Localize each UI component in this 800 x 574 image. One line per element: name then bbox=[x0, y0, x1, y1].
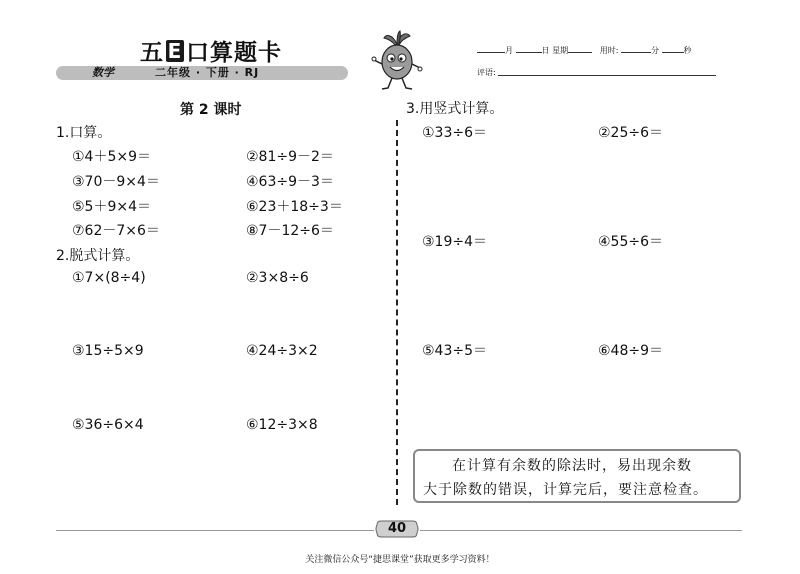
weekday-blank[interactable] bbox=[568, 44, 592, 53]
oral-item-4: ④63÷9－3＝ bbox=[246, 174, 334, 190]
day-label: 日 bbox=[541, 46, 550, 55]
stepwise-item-1: ①7×(8÷4) bbox=[72, 270, 146, 286]
tip-line-2: 大于除数的错误，计算完后，要注意检查。 bbox=[423, 482, 708, 498]
radish-mascot-icon bbox=[370, 30, 424, 92]
lesson-title: 第 2 课时 bbox=[180, 102, 242, 118]
vertical-item-4: ④55÷6＝ bbox=[598, 234, 664, 250]
oral-item-8: ⑧7－12÷6＝ bbox=[246, 223, 334, 239]
stepwise-item-6: ⑥12÷3×8 bbox=[246, 417, 318, 433]
minute-blank[interactable] bbox=[621, 44, 651, 53]
column-divider bbox=[396, 120, 398, 505]
month-blank[interactable] bbox=[477, 44, 505, 53]
month-label: 月 bbox=[505, 46, 513, 55]
footer-rule-right bbox=[420, 530, 742, 531]
oral-item-1: ①4＋5×9＝ bbox=[72, 149, 152, 165]
section1-heading: 1.口算。 bbox=[56, 125, 112, 141]
stepwise-item-5: ⑤36÷6×4 bbox=[72, 417, 144, 433]
brand-prefix: 五 bbox=[140, 40, 164, 66]
second-label: 秒 bbox=[683, 46, 692, 55]
footer-rule-left bbox=[56, 530, 374, 531]
vertical-item-6: ⑥48÷9＝ bbox=[598, 343, 664, 359]
stepwise-item-4: ④24÷3×2 bbox=[246, 343, 318, 359]
oral-item-7: ⑦62－7×6＝ bbox=[72, 223, 160, 239]
page-number: 40 bbox=[387, 521, 407, 536]
comment-blank[interactable] bbox=[498, 75, 716, 76]
tip-line-1: 在计算有余数的除法时，易出现余数 bbox=[452, 458, 692, 474]
subject-label: 数学 bbox=[92, 66, 114, 79]
vertical-item-1: ①33÷6＝ bbox=[422, 125, 488, 141]
oral-item-3: ③70－9×4＝ bbox=[72, 174, 160, 190]
brand-title bbox=[140, 40, 282, 66]
vertical-item-3: ③19÷4＝ bbox=[422, 234, 488, 250]
section3-heading: 3.用竖式计算。 bbox=[406, 101, 504, 117]
date-time-row bbox=[477, 44, 692, 56]
brand-suffix: 口算题卡 bbox=[186, 40, 282, 66]
footer-text: 关注微信公众号“捷思课堂”获取更多学习资料！ bbox=[305, 555, 495, 565]
grade-label: 二年级 · 下册 · RJ bbox=[155, 66, 260, 79]
stepwise-item-3: ③15÷5×9 bbox=[72, 343, 144, 359]
vertical-item-2: ②25÷6＝ bbox=[598, 125, 664, 141]
oral-item-6: ⑥23＋18÷3＝ bbox=[246, 199, 343, 215]
minute-label: 分 bbox=[650, 46, 659, 55]
oral-item-5: ⑤5＋9×4＝ bbox=[72, 199, 152, 215]
time-used-label: 用时: bbox=[599, 46, 619, 55]
weekday-label: 星期 bbox=[552, 46, 569, 55]
oral-item-2: ②81÷9－2＝ bbox=[246, 149, 334, 165]
day-blank[interactable] bbox=[516, 44, 542, 53]
brand-e-logo: E bbox=[167, 39, 183, 63]
stepwise-item-2: ②3×8÷6 bbox=[246, 270, 309, 286]
comment-label: 评语: bbox=[477, 68, 496, 77]
section2-heading: 2.脱式计算。 bbox=[56, 248, 140, 264]
vertical-item-5: ⑤43÷5＝ bbox=[422, 343, 488, 359]
second-blank[interactable] bbox=[662, 44, 684, 53]
